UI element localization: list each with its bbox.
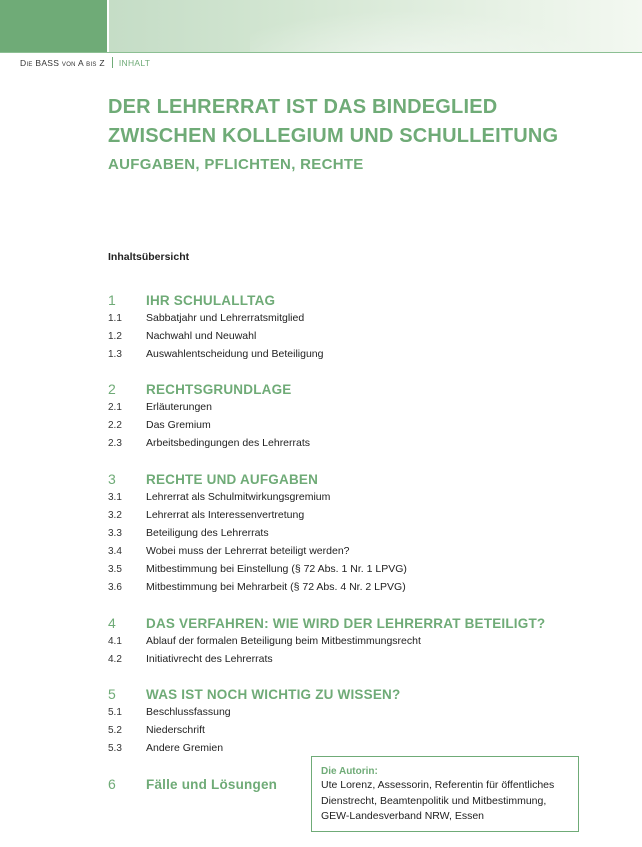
toc-item[interactable] (108, 545, 588, 563)
item-title: Auswahlentscheidung und Beteiligung (146, 348, 324, 360)
toc-section-heading[interactable] (108, 615, 588, 635)
toc-item[interactable] (108, 653, 588, 671)
toc-item[interactable] (108, 312, 588, 330)
item-number: 3.5 (108, 564, 122, 575)
item-number: 5.1 (108, 707, 122, 718)
toc-section-3 (108, 471, 588, 599)
toc-section-4 (108, 615, 588, 671)
toc-section-5 (108, 686, 588, 760)
header-band-sheen (250, 0, 642, 52)
section-title: RECHTE UND AUFGABEN (146, 472, 319, 487)
item-title: Lehrerrat als Schulmitwirkungsgremium (146, 491, 331, 503)
item-number: 2.2 (108, 420, 122, 431)
section-title: IHR SCHULALLTAG (146, 293, 276, 308)
toc-item[interactable] (108, 635, 588, 653)
author-line-3: GEW-Landesverband NRW, Essen (321, 810, 485, 822)
item-title: Beteiligung des Lehrerrats (146, 527, 269, 539)
item-title: Lehrerrat als Interessenvertretung (146, 509, 305, 521)
item-title: Arbeitsbedingungen des Lehrerrats (146, 437, 311, 449)
page-title-line-2: ZWISCHEN KOLLEGIUM UND SCHULLEITUNG (108, 125, 559, 147)
toc-section-6 (108, 776, 298, 796)
toc-item[interactable] (108, 491, 588, 509)
toc-item[interactable] (108, 706, 588, 724)
running-header-series: Die BASS von A bis Z (20, 57, 105, 68)
toc-item[interactable] (108, 509, 588, 527)
item-number: 5.3 (108, 743, 122, 754)
toc-item[interactable] (108, 419, 588, 437)
item-number: 4.1 (108, 636, 122, 647)
item-title: Initiativrecht des Lehrerrats (146, 653, 273, 665)
item-number: 3.6 (108, 582, 122, 593)
section-title: DAS VERFAHREN: WIE WIRD DER LEHRERRAT BETEILIGT? (146, 616, 546, 631)
toc-section-heading[interactable] (108, 381, 588, 401)
item-number: 1.1 (108, 313, 122, 324)
header-band-accent (0, 0, 107, 52)
item-number: 4.2 (108, 654, 122, 665)
toc-item[interactable] (108, 437, 588, 455)
toc-section-heading[interactable] (108, 471, 588, 491)
running-header-section: INHALT (118, 57, 151, 68)
toc-heading: Inhaltsübersicht (108, 251, 190, 263)
item-title: Das Gremium (146, 419, 211, 431)
item-title: Wobei muss der Lehrerrat beteiligt werden? (146, 545, 350, 557)
title-block (108, 93, 558, 173)
item-number: 1.3 (108, 349, 122, 360)
toc-section-heading[interactable] (108, 776, 298, 796)
toc-section-heading[interactable] (108, 686, 588, 706)
section-title: WAS IST NOCH WICHTIG ZU WISSEN? (146, 687, 401, 702)
section-number: 6 (108, 776, 116, 792)
author-line-1: Ute Lorenz, Assessorin, Referentin für öffentliches (321, 779, 555, 791)
item-number: 3.3 (108, 528, 122, 539)
item-title: Nachwahl und Neuwahl (146, 330, 257, 342)
item-number: 5.2 (108, 725, 122, 736)
item-title: Mitbestimmung bei Einstellung (§ 72 Abs. 1 Nr. 1 LPVG) (146, 563, 407, 575)
item-number: 2.3 (108, 438, 122, 449)
section-number: 5 (108, 686, 116, 702)
item-title: Sabbatjahr und Lehrerratsmitglied (146, 312, 305, 324)
running-header (20, 57, 150, 68)
section-number: 4 (108, 615, 116, 631)
header-band-divider (107, 0, 109, 52)
item-title: Erläuterungen (146, 401, 212, 413)
toc-item[interactable] (108, 348, 588, 366)
toc-item[interactable] (108, 527, 588, 545)
item-title: Beschlussfassung (146, 706, 231, 718)
page-subtitle: AUFGABEN, PFLICHTEN, RECHTE (108, 156, 364, 173)
item-title: Mitbestimmung bei Mehrarbeit (§ 72 Abs. 4 Nr. 2 LPVG) (146, 581, 406, 593)
running-header-separator (112, 57, 113, 68)
item-number: 1.2 (108, 331, 122, 342)
author-line-2: Dienstrecht, Beamtenpolitik und Mitbestimmung, (321, 794, 547, 807)
toc-item[interactable] (108, 724, 588, 742)
section-number: 2 (108, 381, 116, 397)
toc-section-heading[interactable] (108, 292, 588, 312)
author-label: Die Autorin: (321, 766, 378, 777)
item-title: Ablauf der formalen Beteiligung beim Mitbestimmungsrecht (146, 635, 421, 647)
item-number: 3.4 (108, 546, 122, 557)
toc-item[interactable] (108, 581, 588, 599)
item-number: 2.1 (108, 402, 122, 413)
toc-section-1 (108, 292, 588, 366)
toc-item[interactable] (108, 330, 588, 348)
section-number: 3 (108, 471, 116, 487)
item-title: Andere Gremien (146, 742, 224, 754)
page-title-line-1: DER LEHRERRAT IST DAS BINDEGLIED (108, 96, 498, 118)
toc-item[interactable] (108, 563, 588, 581)
header-rule (0, 52, 642, 53)
section-title: RECHTSGRUNDLAGE (146, 382, 292, 397)
author-box (311, 756, 579, 832)
section-number: 1 (108, 292, 116, 308)
toc-item[interactable] (108, 401, 588, 419)
item-number: 3.1 (108, 492, 122, 503)
item-number: 3.2 (108, 510, 122, 521)
toc-section-2 (108, 381, 588, 455)
section-title: Fälle und Lösungen (146, 777, 278, 792)
item-title: Niederschrift (146, 724, 205, 736)
